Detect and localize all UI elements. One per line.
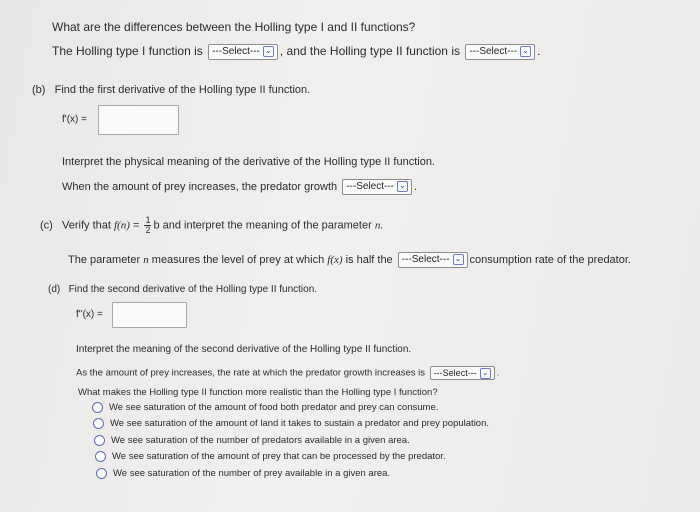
question-a-pre: The Holling type I function is <box>52 44 203 59</box>
first-derivative-input[interactable] <box>98 105 179 135</box>
radio-circle-icon[interactable] <box>94 435 105 446</box>
predator-growth-select[interactable]: ---Select--- ⌄ <box>342 179 412 195</box>
holling-type1-select[interactable]: ---Select--- ⌄ <box>208 44 278 60</box>
part-c-parameter-line: The parameter n measures the level of prey at which f(x) is half the ---Select--- ⌄ consumption rate of the predator. <box>68 252 631 268</box>
part-b-interpret: Interpret the physical meaning of the derivative of the Holling type II function. <box>62 156 435 168</box>
part-b-when-line: When the amount of prey increases, the predator growth ---Select--- ⌄ . <box>62 179 417 195</box>
radio-circle-icon[interactable] <box>95 451 106 462</box>
second-derivative-input[interactable] <box>112 302 187 328</box>
radio-option[interactable]: We see saturation of the amount of food both predator and prey can consume. <box>92 402 438 413</box>
radio-circle-icon[interactable] <box>93 418 104 429</box>
holling-type2-select[interactable]: ---Select--- ⌄ <box>465 44 535 60</box>
part-b-question: (b) Find the first derivative of the Holling type II function. <box>32 84 311 96</box>
part-d-question: (d) Find the second derivative of the Holling type II function. <box>48 284 318 295</box>
chevron-down-icon: ⌄ <box>520 46 531 57</box>
consumption-rate-select[interactable]: ---Select--- ⌄ <box>398 252 468 268</box>
one-half-fraction: $\frac{1}{2}$ <box>145 215 151 235</box>
chevron-down-icon: ⌄ <box>397 181 408 192</box>
question-a-mid: , and the Holling type II function is <box>279 44 460 59</box>
radio-option[interactable]: We see saturation of the amount of land it takes to sustain a predator and prey population. <box>93 418 489 429</box>
radio-option[interactable]: We see saturation of the number of prey available in a given area. <box>96 468 390 479</box>
chevron-down-icon: ⌄ <box>263 46 274 57</box>
radio-option[interactable]: We see saturation of the amount of prey that can be processed by the predator. <box>95 451 446 462</box>
realistic-question: What makes the Holling type II function more realistic than the Holling type I function? <box>78 387 438 398</box>
second-derivative-label: f''(x) = <box>76 309 103 320</box>
part-d-as-line: As the amount of prey increases, the rate at which the predator growth increases is ---Select--- ⌄ . <box>76 367 500 379</box>
question-a-text: What are the differences between the Holling type I and II functions? <box>52 20 416 34</box>
radio-circle-icon[interactable] <box>96 468 107 479</box>
part-c-question: (c) Verify that f(n) = $\frac{1}{2}$ b and interpret the meaning of the parameter n. <box>40 215 384 235</box>
first-derivative-label: f'(x) = <box>62 114 87 125</box>
radio-option[interactable]: We see saturation of the number of predators available in a given area. <box>94 435 410 446</box>
chevron-down-icon: ⌄ <box>480 368 491 379</box>
part-d-interpret: Interpret the meaning of the second derivative of the Holling type II function. <box>76 344 412 355</box>
chevron-down-icon: ⌄ <box>453 254 464 265</box>
radio-circle-icon[interactable] <box>92 402 103 413</box>
growth-rate-select[interactable]: ---Select--- ⌄ <box>430 366 495 380</box>
question-a-line: The Holling type I function is ---Select--- ⌄ , and the Holling type II function is ---Select--- ⌄ . <box>52 44 541 59</box>
